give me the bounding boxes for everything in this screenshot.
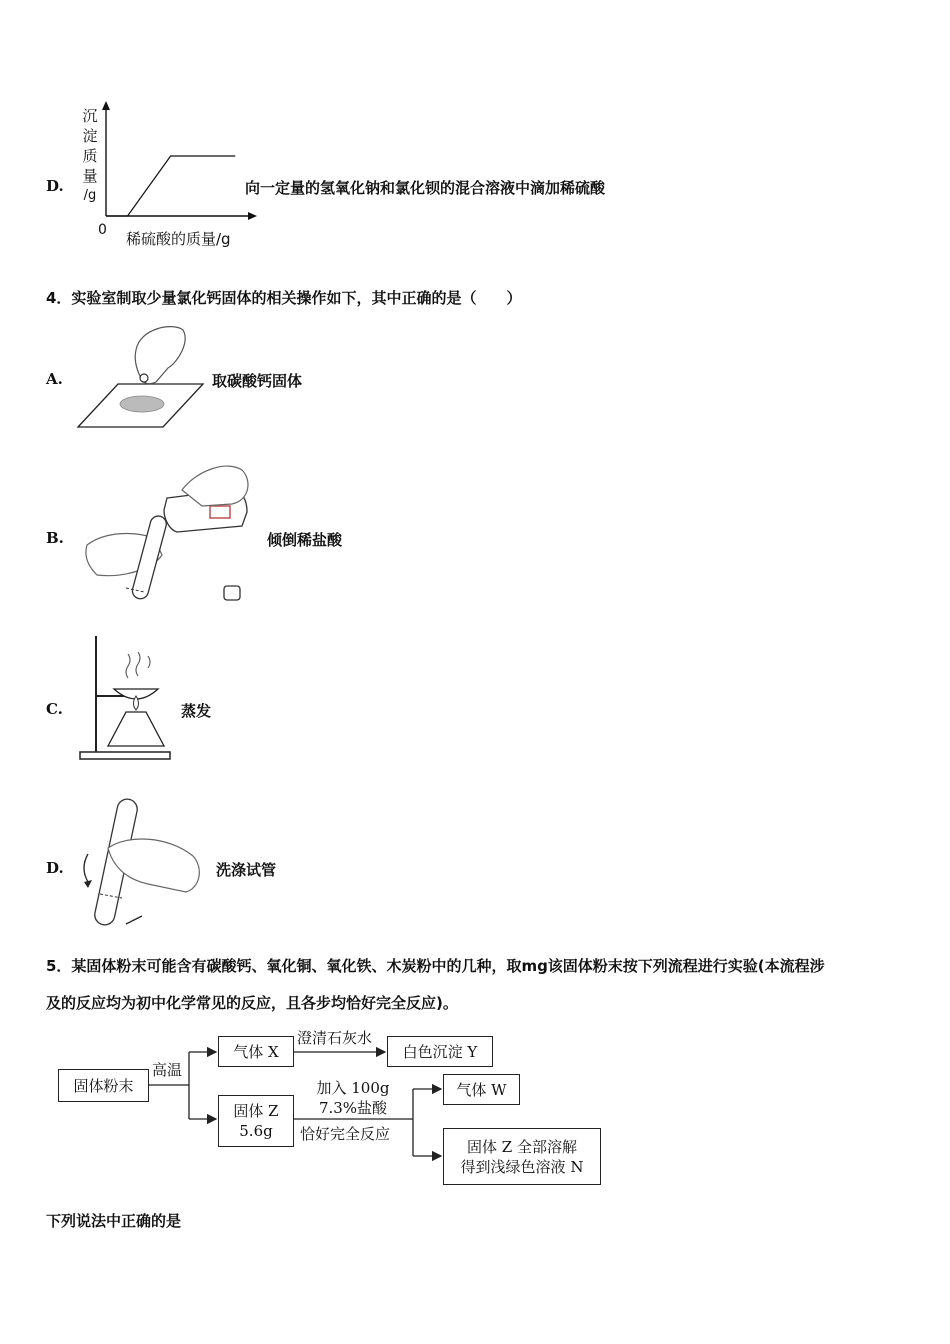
q4-option-d-letter: D.: [46, 859, 64, 877]
alcohol-lamp: [108, 712, 164, 746]
q3-plot: [76, 100, 256, 250]
box-solid-powder: 固体粉末: [58, 1069, 149, 1102]
y-axis-arrow: [102, 101, 110, 110]
precipitate-series-line: [106, 156, 235, 216]
q5-stem-line2: 及的反应均为初中化学常见的反应，且各步均恰好完全反应)。: [46, 994, 458, 1012]
q4-a-illustration: [78, 322, 208, 432]
q5-stem-line1: 5．某固体粉末可能含有碳酸钙、氧化铜、氧化铁、木炭粉中的几种，取mg该固体粉末按下列流程进行实验(本流程涉: [46, 957, 825, 975]
label-complete-reaction: 恰好完全反应: [300, 1125, 391, 1143]
add-acid-concentration: 7.3%盐酸: [318, 1099, 388, 1117]
stopper: [224, 586, 240, 600]
box-gas-x: 气体 X: [218, 1036, 294, 1067]
q4-option-d-text: 洗涤试管: [216, 861, 277, 879]
steam: [126, 652, 150, 678]
q4-option-a-text: 取碳酸钙固体: [212, 372, 303, 390]
y-label-char: 质: [82, 147, 98, 165]
solution-n-line2: 得到浅绿色溶液 N: [460, 1157, 584, 1176]
label-add-acid: [298, 1078, 408, 1118]
label-high-temp: 高温: [152, 1061, 183, 1079]
stand-base: [80, 752, 170, 759]
y-label-char: 沉: [82, 107, 98, 125]
y-label-char: 淀: [82, 127, 98, 145]
y-unit: /g: [83, 188, 97, 203]
q3-chart: [76, 100, 256, 250]
powder-pile: [120, 396, 164, 412]
q4-option-b-letter: B.: [46, 529, 64, 547]
x-axis-arrow: [248, 212, 257, 220]
box-white-precipitate-y: 白色沉淀 Y: [387, 1036, 493, 1067]
q4-b-illustration: [82, 460, 257, 610]
box-gas-w: 气体 W: [443, 1074, 520, 1105]
origin-label: 0: [98, 222, 107, 238]
q4-stem: 4．实验室制取少量氯化钙固体的相关操作如下，其中正确的是（ ）: [46, 289, 522, 307]
solid-z-mass: 5.6g: [239, 1122, 273, 1140]
solid-z-name: 固体 Z: [233, 1102, 279, 1120]
box-solid-z: [218, 1095, 294, 1147]
q4-d-illustration: [78, 796, 208, 931]
q4-option-b-text: 倾倒稀盐酸: [267, 531, 343, 549]
q4-c-illustration: [78, 634, 178, 764]
label-limewater: 澄清石灰水: [297, 1029, 373, 1047]
add-acid-amount: 加入 100g: [316, 1079, 390, 1097]
q4-option-c-text: 蒸发: [181, 702, 212, 720]
q4-option-c-letter: C.: [46, 700, 63, 718]
q3-option-d-caption: 向一定量的氢氧化钠和氯化钡的混合溶液中滴加稀硫酸: [245, 179, 606, 197]
solution-n-line1: 固体 Z 全部溶解: [467, 1137, 577, 1156]
shake-arrow-right: [126, 916, 142, 924]
shake-arrow-left: [84, 854, 88, 882]
q4-option-a-letter: A.: [46, 370, 63, 388]
q3-option-d-letter: D.: [46, 177, 64, 195]
x-axis-label: 稀硫酸的质量/g: [126, 230, 231, 248]
spoon-tip: [140, 374, 148, 382]
box-solution-n: [443, 1128, 601, 1185]
y-label-char: 量: [82, 167, 98, 185]
q5-tail: 下列说法中正确的是: [46, 1212, 182, 1230]
arrowhead: [84, 880, 92, 888]
